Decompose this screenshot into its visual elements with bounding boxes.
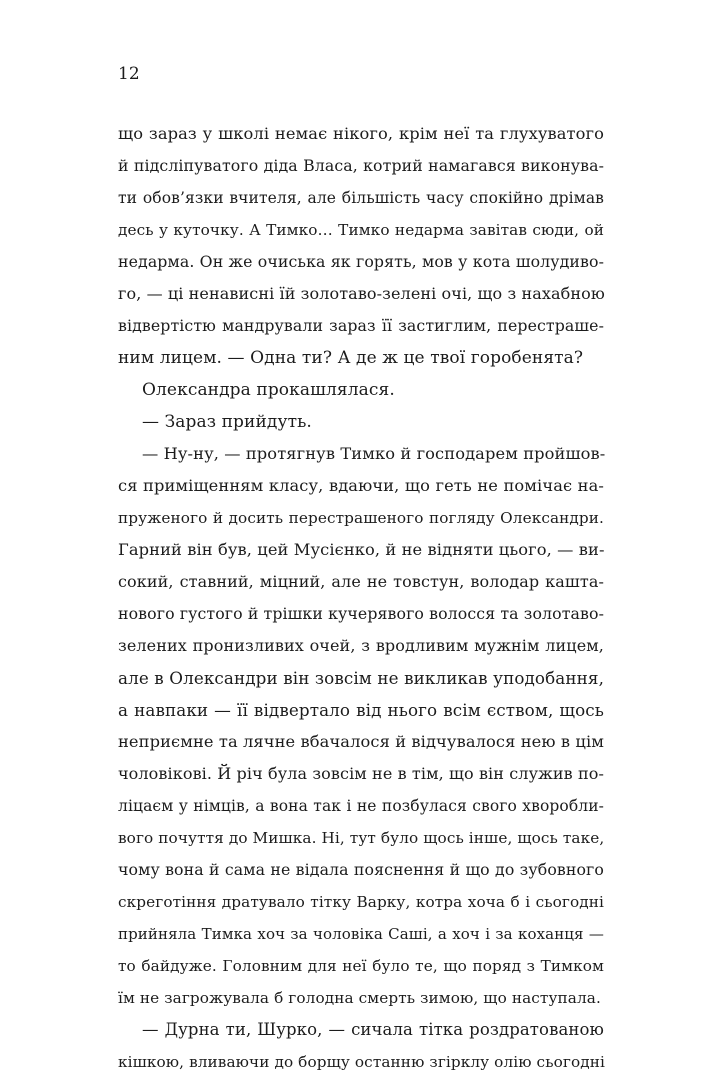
text-line: кішкою, вливаючи до борщу останню згірклу олію сьогодні <box>118 1053 605 1071</box>
text-line: вого почуття до Мишка. Ні, тут було щось інше, щось таке, <box>118 829 605 847</box>
text-line: чоловікові. Й річ була зовсім не в тім, що він служив по- <box>118 764 604 783</box>
text-line: а навпаки — її відвертало від нього всім єством, щось <box>118 700 604 720</box>
text-line: — Дурна ти, Шурко, — сичала тітка роздратованою <box>142 1020 604 1039</box>
text-line: неприємне та лячне вбачалося й відчувалося нею в цім <box>118 732 604 751</box>
text-line: нового густого й трішки кучерявого волосся та золотаво- <box>118 604 604 623</box>
text-line: що зараз у школі немає нікого, крім неї та глухуватого <box>118 124 604 143</box>
text-line: десь у куточку. А Тимко… Тимко недарма завітав сюди, ой <box>118 221 604 239</box>
body-text <box>118 118 604 1078</box>
text-line: але в Олександри він зовсім не викликав уподобання, <box>118 668 604 688</box>
text-line: сокий, ставний, міцний, але не товстун, володар кашта- <box>118 572 604 591</box>
text-line: чому вона й сама не відала пояснення й що до зубовного <box>118 860 604 879</box>
text-line: — Ну-ну, — протягнув Тимко й господарем пройшов- <box>142 444 606 463</box>
text-line: — Зараз прийдуть. <box>142 412 312 432</box>
text-line: ти обов’язки вчителя, але більшість часу спокійно дрімав <box>118 189 604 207</box>
text-line: Олександра прокашлялася. <box>142 380 395 400</box>
text-line: зелених пронизливих очей, з вродливим мужнім лицем, <box>118 636 604 655</box>
text-line: ся приміщенням класу, вдаючи, що геть не помічає на- <box>118 476 604 495</box>
text-line: то байдуже. Головним для неї було те, що поряд з Тимком <box>118 957 604 975</box>
text-line: прийняла Тимка хоч за чоловіка Саші, а хоч і за коханця — <box>118 925 604 943</box>
text-line: недарма. Он же очиська як горять, мов у кота шолудиво- <box>118 252 604 271</box>
text-line: відвертістю мандрували зараз її застиглим, перестраше- <box>118 316 604 335</box>
text-line: Гарний він був, цей Мусієнко, й не відняти цього, — ви- <box>118 540 605 559</box>
text-line: скреготіння дратувало тітку Варку, котра хоча б і сьогодні <box>118 893 604 911</box>
text-line: й підсліпуватого діда Власа, котрий намагався виконува- <box>118 156 604 175</box>
text-line: пруженого й досить перестрашеного погляду Олександри. <box>118 509 604 527</box>
text-line: ліцаєм у німців, а вона так і не позбулася свого хворобли- <box>118 797 604 815</box>
text-line: їм не загрожувала б голодна смерть зимою, що наступала. <box>118 989 601 1007</box>
text-line: го, — ці ненависні їй золотаво-зелені очі, що з нахабною <box>118 284 605 303</box>
page-number: 12 <box>118 64 140 84</box>
text-line: ним лицем. — Одна ти? А де ж це твої горобенята? <box>118 348 584 368</box>
